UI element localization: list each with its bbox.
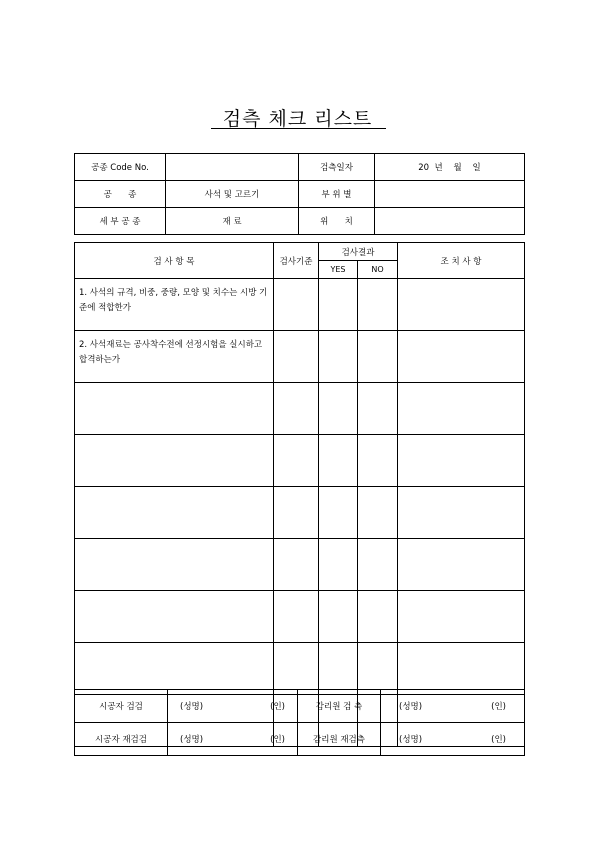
info-row-code: [75, 154, 525, 181]
page-title: 검측 체크 리스트: [222, 108, 373, 130]
checklist-row: [75, 539, 525, 591]
checklist-item-text: [75, 539, 274, 591]
checklist-action-cell[interactable]: [398, 383, 525, 435]
part-value[interactable]: [375, 181, 525, 208]
col-action-header: 조 치 사 항: [398, 243, 525, 279]
col-item-header: 검 사 항 목: [75, 243, 274, 279]
checklist-item-text: [75, 435, 274, 487]
contractor-reinspect-sign[interactable]: [168, 723, 298, 756]
loc-label: 위 치: [299, 208, 375, 235]
seal-label: (인): [491, 735, 506, 745]
col-standard-header: 검사기준: [274, 243, 319, 279]
checklist-action-cell[interactable]: [398, 331, 525, 383]
checklist-yes-cell[interactable]: [319, 383, 358, 435]
checklist-item-text: 1. 사석의 규격, 비중, 중량, 모양 및 치수는 시방 기준에 적합한가: [75, 279, 274, 331]
checklist-action-cell[interactable]: [398, 487, 525, 539]
checklist-item-text: [75, 643, 274, 695]
checklist-yes-cell[interactable]: [319, 487, 358, 539]
info-table: [74, 153, 525, 235]
checklist-yes-cell[interactable]: [319, 643, 358, 695]
contractor-inspect-label: 시공자 검검: [75, 690, 168, 723]
supervisor-reinspect-label: 감리원 재검측: [298, 723, 381, 756]
sign-name-label: (성명): [180, 735, 204, 745]
checklist-yes-cell[interactable]: [319, 435, 358, 487]
checklist-standard-cell[interactable]: [274, 383, 319, 435]
seal-label: (인): [491, 702, 506, 712]
signature-row-2: [75, 723, 525, 756]
contractor-reinspect-label: 시공자 재검검: [75, 723, 168, 756]
checklist-no-cell[interactable]: [358, 331, 398, 383]
checklist-standard-cell[interactable]: [274, 591, 319, 643]
checklist-row: [75, 279, 525, 331]
checklist-row: [75, 591, 525, 643]
checklist-action-cell[interactable]: [398, 279, 525, 331]
checklist-action-cell[interactable]: [398, 539, 525, 591]
checklist-table: [74, 242, 525, 747]
checklist-standard-cell[interactable]: [274, 279, 319, 331]
col-no-header: NO: [358, 261, 398, 279]
info-row-sub: [75, 208, 525, 235]
signature-row-1: [75, 690, 525, 723]
date-value[interactable]: 20 년 월 일: [375, 154, 525, 181]
checklist-standard-cell[interactable]: [274, 643, 319, 695]
checklist-action-cell[interactable]: [398, 591, 525, 643]
code-label: 공종 Code No.: [75, 154, 166, 181]
checklist-no-cell[interactable]: [358, 383, 398, 435]
title-underline: [211, 128, 386, 129]
signature-table: [74, 689, 525, 756]
checklist-item-text: [75, 487, 274, 539]
checklist-yes-cell[interactable]: [319, 539, 358, 591]
checklist-item-text: [75, 591, 274, 643]
checklist-row: [75, 487, 525, 539]
sub-value[interactable]: 재 료: [166, 208, 299, 235]
sub-label: 세 부 공 종: [75, 208, 166, 235]
checklist-no-cell[interactable]: [358, 539, 398, 591]
checklist-standard-cell[interactable]: [274, 487, 319, 539]
checklist-standard-cell[interactable]: [274, 331, 319, 383]
checklist-yes-cell[interactable]: [319, 591, 358, 643]
checklist-action-cell[interactable]: [398, 435, 525, 487]
supervisor-inspect-label: 감리원 검 측: [298, 690, 381, 723]
checklist-yes-cell[interactable]: [319, 331, 358, 383]
checklist-header-row: [75, 243, 525, 261]
date-label: 검측일자: [299, 154, 375, 181]
sign-name-label: (성명): [399, 702, 423, 712]
col-result-header: 검사결과: [319, 243, 398, 261]
trade-value[interactable]: 사석 및 고르기: [166, 181, 299, 208]
checklist-yes-cell[interactable]: [319, 279, 358, 331]
checklist-standard-cell[interactable]: [274, 539, 319, 591]
sign-name-label: (성명): [180, 702, 204, 712]
checklist-row: [75, 643, 525, 695]
checklist-no-cell[interactable]: [358, 279, 398, 331]
col-yes-header: YES: [319, 261, 358, 279]
loc-value[interactable]: [375, 208, 525, 235]
supervisor-inspect-sign[interactable]: [381, 690, 525, 723]
checklist-no-cell[interactable]: [358, 435, 398, 487]
checklist-item-text: 2. 사석재료는 공사착수전에 선정시험을 실시하고 합격하는가: [75, 331, 274, 383]
sign-name-label: (성명): [399, 735, 423, 745]
seal-label: (인): [270, 702, 285, 712]
checklist-action-cell[interactable]: [398, 643, 525, 695]
checklist-standard-cell[interactable]: [274, 435, 319, 487]
checklist-row: [75, 435, 525, 487]
trade-label: 공 종: [75, 181, 166, 208]
info-row-trade: [75, 181, 525, 208]
code-value[interactable]: [166, 154, 299, 181]
seal-label: (인): [270, 735, 285, 745]
contractor-inspect-sign[interactable]: [168, 690, 298, 723]
checklist-no-cell[interactable]: [358, 591, 398, 643]
supervisor-reinspect-sign[interactable]: [381, 723, 525, 756]
checklist-row: [75, 331, 525, 383]
checklist-no-cell[interactable]: [358, 643, 398, 695]
checklist-no-cell[interactable]: [358, 487, 398, 539]
checklist-item-text: [75, 383, 274, 435]
part-label: 부 위 별: [299, 181, 375, 208]
checklist-row: [75, 383, 525, 435]
